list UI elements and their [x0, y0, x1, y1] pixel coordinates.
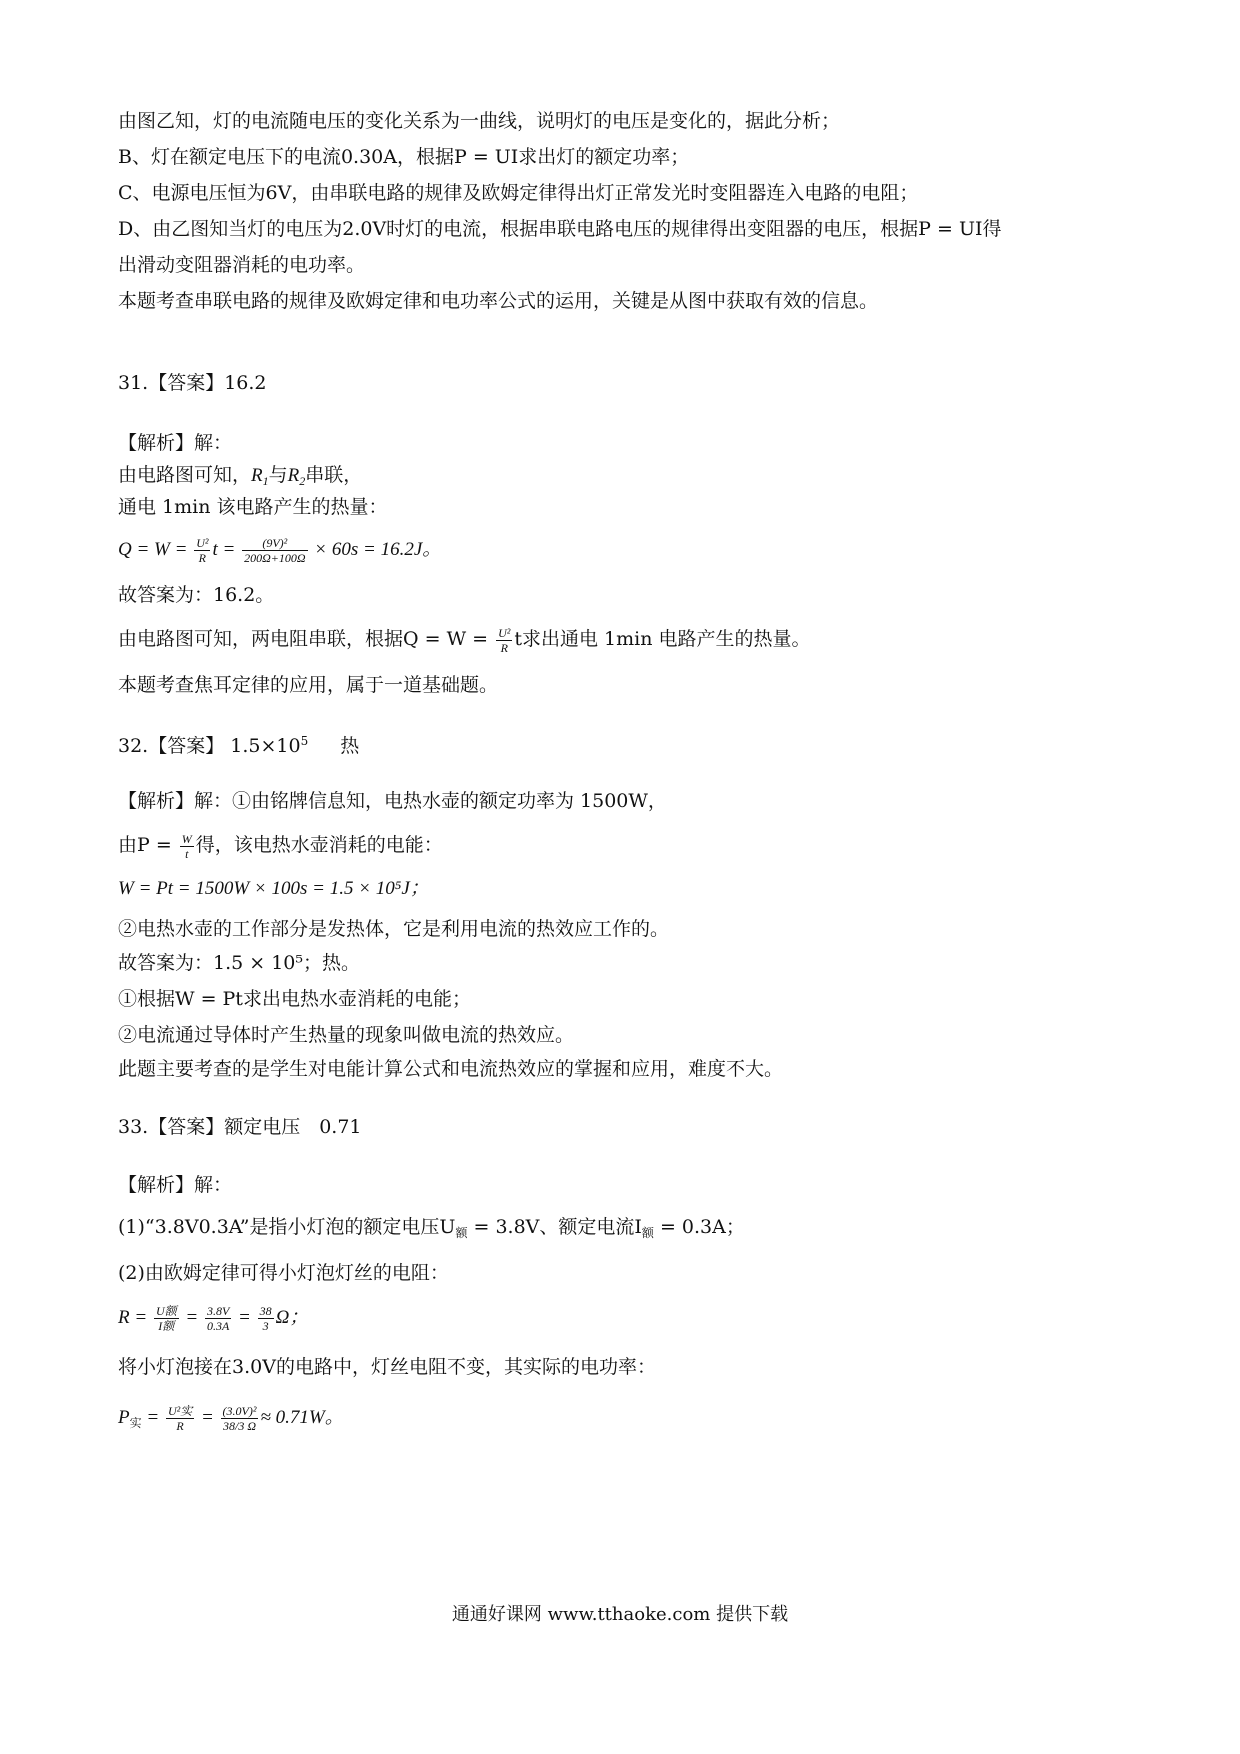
text-span: 由电路图可知，: [118, 464, 252, 486]
fraction: [154, 1304, 179, 1333]
formula-text: 得，该电热水壶消耗的电能：: [195, 834, 443, 856]
q33-analysis-heading: 【解析】解：: [118, 1174, 233, 1196]
formula-text: Ω；: [275, 1307, 309, 1328]
fraction: [258, 1304, 274, 1333]
text-line: ①根据W = Pt求出电热水壶消耗的电能；: [118, 988, 471, 1010]
answer-text: 热: [340, 735, 360, 757]
q32-answer: [118, 726, 359, 761]
formula-line: [118, 830, 443, 861]
formula-line: [118, 534, 441, 565]
fraction: [221, 1404, 259, 1433]
text-span: (1)“3.8V0.3A”是指小灯泡的额定电压U: [118, 1216, 456, 1238]
denominator: R: [176, 1418, 184, 1433]
formula-line: $P_实$ = $\frac{\text{U²实}}{R}$ = $\frac{\text{(3.0V)²}}{38/3 \Omega}$ ≈ 0.71W。: [118, 1403, 344, 1433]
q33-answer: 33.【答案】额定电压 0.71: [118, 1116, 362, 1138]
fraction: [496, 626, 512, 655]
formula-text: Q = W =: [118, 539, 193, 560]
numerator: U²实: [167, 1403, 193, 1418]
text-span: = 3.8V、额定电流I: [467, 1216, 642, 1238]
text-line: B、灯在额定电压下的电流0.30A，根据P = UI求出灯的额定功率；: [118, 146, 690, 168]
formula-text: t求出通电 1min 电路产生的热量。: [514, 628, 811, 650]
subscript: 额: [455, 1226, 468, 1240]
text-line: 由图乙知，灯的电流随电压的变化关系为一曲线，说明灯的电压是变化的，据此分析；: [118, 110, 841, 132]
text-line: 本题考查焦耳定律的应用，属于一道基础题。: [118, 674, 499, 696]
r1-symbol: $R_1$: [251, 465, 269, 488]
formula-text: 由电路图可知，两电阻串联，根据Q = W =: [118, 628, 495, 650]
denominator: 0.3A: [206, 1318, 230, 1333]
fraction: [242, 536, 307, 565]
denominator: R: [500, 640, 508, 655]
numerator: U额: [155, 1303, 177, 1318]
numerator: 38: [259, 1303, 272, 1318]
text-line: [118, 460, 362, 496]
text-line: C、电源电压恒为6V，由串联电路的规律及欧姆定律得出灯正常发光时变阻器连入电路的电阻；: [118, 182, 919, 204]
formula-line: [118, 624, 811, 655]
q31-answer: 31.【答案】16.2: [118, 372, 267, 394]
formula-text: t =: [212, 539, 241, 560]
answer-text: 32.【答案】 1.5×10: [118, 735, 301, 757]
page-footer: 通通好课网 www.tthaoke.com 提供下载: [451, 1604, 789, 1625]
denominator: R: [198, 550, 206, 565]
q32-analysis: 【解析】解：①由铭牌信息知，电热水壶的额定功率为 1500W，: [118, 790, 667, 812]
text-span: 与: [268, 464, 288, 486]
text-line: 此题主要考查的是学生对电能计算公式和电流热效应的掌握和应用，难度不大。: [118, 1058, 784, 1080]
denominator: 38/3 Ω: [223, 1418, 257, 1433]
text-span: = 0.3A；: [653, 1216, 745, 1238]
text-line: ②电流通过导体时产生热量的现象叫做电流的热效应。: [118, 1024, 575, 1046]
text-line: 故答案为：1.5 × 10⁵；热。: [118, 952, 361, 974]
formula-text: R =: [118, 1307, 152, 1328]
numerator: U²: [196, 535, 209, 550]
text-line: D、由乙图知当灯的电压为2.0V时灯的电流，根据串联电路电压的规律得出变阻器的电压，根据P = UI得: [118, 218, 1002, 240]
fraction: [166, 1404, 194, 1433]
fraction: [205, 1304, 231, 1333]
numerator: U²: [498, 625, 511, 640]
formula-line: R = $\frac{\text{U额}}{\text{I额}}$ = $\frac{3.8V}{0.3A}$ = $\frac{38}{3}$ Ω；: [118, 1303, 309, 1333]
fraction: [180, 832, 194, 861]
subscript: 额: [641, 1226, 654, 1240]
formula-text: P: [118, 1407, 130, 1428]
denominator: I额: [158, 1318, 175, 1333]
numerator: (9V)²: [242, 536, 307, 551]
q31-analysis-heading: 【解析】解：: [118, 432, 233, 454]
formula-line: W = Pt = 1500W × 100s = 1.5 × 10⁵J；: [118, 878, 429, 899]
formula-text: 由P =: [118, 834, 178, 856]
text-line: 出滑动变阻器消耗的电功率。: [118, 254, 366, 276]
formula-text: × 60s = 16.2J。: [309, 539, 442, 560]
formula-text: ≈ 0.71W。: [260, 1407, 344, 1428]
text-line: ②电热水壶的工作部分是发热体，它是利用电流的热效应工作的。: [118, 918, 670, 940]
exponent: 5: [300, 734, 309, 748]
fraction: [194, 536, 210, 565]
text-line: 本题考查串联电路的规律及欧姆定律和电功率公式的运用，关键是从图中获取有效的信息。: [118, 290, 879, 312]
numerator: 3.8V: [206, 1303, 230, 1318]
numerator: (3.0V)²: [222, 1403, 257, 1418]
subscript: 实: [129, 1416, 142, 1430]
text-line: [118, 1212, 745, 1248]
text-line: (2)由欧姆定律可得小灯泡灯丝的电阻：: [118, 1262, 449, 1284]
denominator: t: [185, 846, 189, 861]
r2-symbol: $R_2$: [287, 465, 306, 488]
text-line: 通电 1min 该电路产生的热量：: [118, 496, 388, 518]
denominator: 200Ω+100Ω: [244, 550, 306, 565]
text-span: 串联，: [305, 464, 363, 486]
text-line: 故答案为：16.2。: [118, 584, 275, 606]
text-line: 将小灯泡接在3.0V的电路中，灯丝电阻不变，其实际的电功率：: [118, 1356, 656, 1378]
denominator: 3: [262, 1318, 269, 1333]
numerator: W: [181, 831, 192, 846]
